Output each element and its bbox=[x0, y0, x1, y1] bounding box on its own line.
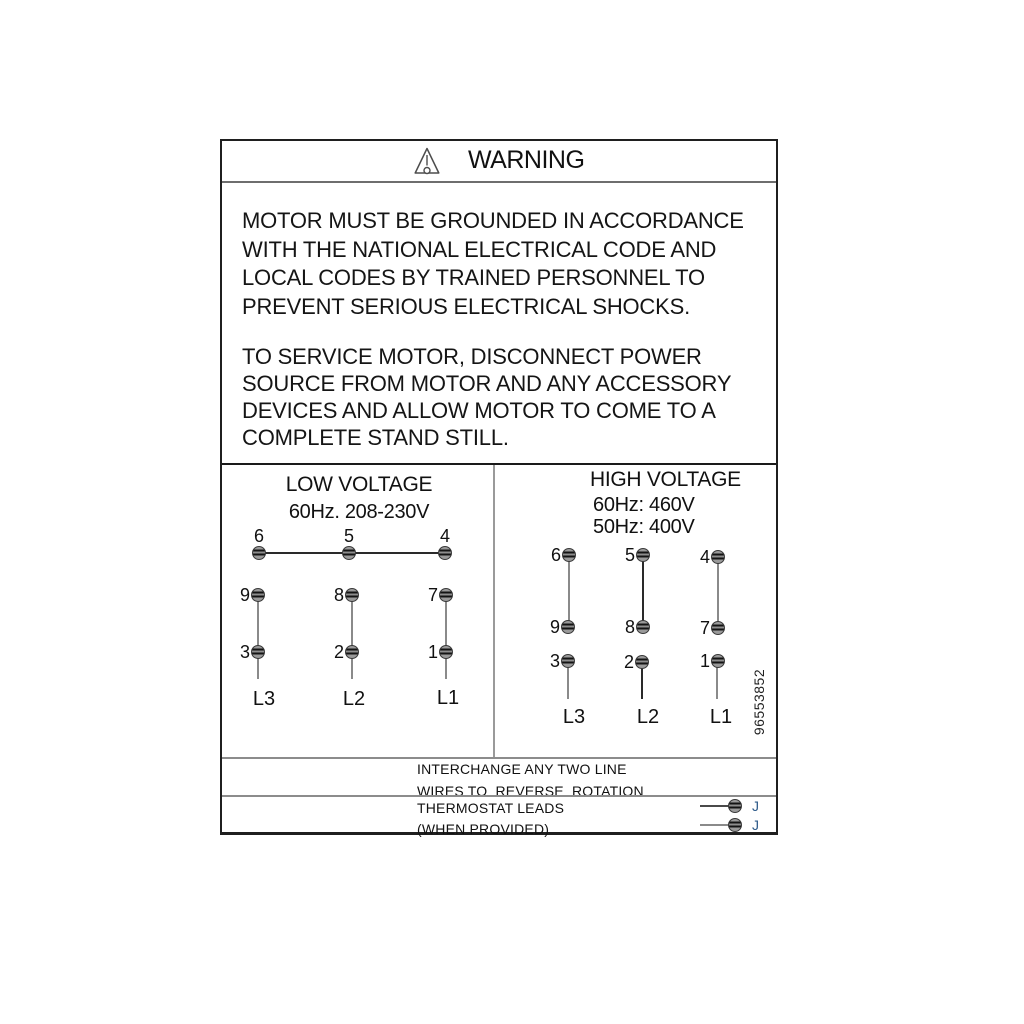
hv-wire-6-9 bbox=[568, 555, 570, 627]
hv-terminal-4 bbox=[711, 550, 725, 564]
lv-terminal-6 bbox=[252, 546, 266, 560]
hv-terminal-label-2: 2 bbox=[623, 652, 634, 672]
hv-terminal-3 bbox=[561, 654, 575, 668]
hv-terminal-7 bbox=[711, 621, 725, 635]
hv-line-lead-l1: L1 bbox=[709, 706, 733, 728]
hv-terminal-label-8: 8 bbox=[624, 617, 635, 637]
warning-header bbox=[222, 141, 776, 183]
lv-terminal-2 bbox=[345, 645, 359, 659]
lv-terminal-7 bbox=[439, 588, 453, 602]
hv-wire-5-8 bbox=[642, 555, 644, 627]
hv-terminal-label-7: 7 bbox=[699, 618, 710, 638]
thermostat-lead-terminal-2 bbox=[728, 818, 742, 832]
service-warning-paragraph bbox=[242, 343, 731, 451]
low-voltage-subtitle: 60Hz. 208-230V bbox=[288, 501, 430, 523]
lv-line-lead-l3: L3 bbox=[252, 688, 276, 710]
lv-terminal-label-8: 8 bbox=[333, 585, 344, 605]
hv-line-lead-l2: L2 bbox=[636, 706, 660, 728]
voltage-panels-divider bbox=[493, 465, 495, 757]
hv-line-lead-l3: L3 bbox=[562, 706, 586, 728]
hv-terminal-9 bbox=[561, 620, 575, 634]
high-voltage-subtitle-50hz: 50Hz: 400V bbox=[593, 516, 695, 538]
lv-terminal-label-9: 9 bbox=[239, 585, 250, 605]
lv-terminal-label-4: 4 bbox=[439, 526, 450, 546]
part-number: 96553852 bbox=[751, 668, 767, 736]
lv-terminal-label-6: 6 bbox=[253, 526, 264, 546]
paragraph-line: SOURCE FROM MOTOR AND ANY ACCESSORY bbox=[242, 371, 732, 396]
warning-title: WARNING bbox=[468, 146, 585, 174]
hv-terminal-6 bbox=[562, 548, 576, 562]
thermostat-note-line1: THERMOSTAT LEADS bbox=[417, 800, 565, 816]
lv-terminal-label-2: 2 bbox=[333, 642, 344, 662]
grounding-warning-paragraph bbox=[242, 207, 744, 321]
lv-terminal-9 bbox=[251, 588, 265, 602]
lv-lead-wire-l3 bbox=[257, 595, 259, 679]
high-voltage-title: HIGH VOLTAGE bbox=[590, 468, 741, 491]
low-voltage-title: LOW VOLTAGE bbox=[285, 473, 433, 496]
hv-terminal-label-6: 6 bbox=[550, 545, 561, 565]
paragraph-line: PREVENT SERIOUS ELECTRICAL SHOCKS. bbox=[242, 293, 690, 319]
rotation-note-section bbox=[222, 757, 776, 797]
paragraph-line: MOTOR MUST BE GROUNDED IN ACCORDANCE bbox=[242, 208, 744, 233]
lv-terminal-4 bbox=[438, 546, 452, 560]
lv-terminal-label-5: 5 bbox=[343, 526, 354, 546]
lv-terminal-label-1: 1 bbox=[427, 642, 438, 662]
hv-terminal-1 bbox=[711, 654, 725, 668]
paragraph-line: COMPLETE STAND STILL. bbox=[242, 425, 509, 450]
hv-terminal-label-5: 5 bbox=[624, 545, 635, 565]
motor-warning-label bbox=[220, 139, 778, 835]
lv-terminal-5 bbox=[342, 546, 356, 560]
hv-wire-4-7 bbox=[717, 555, 719, 627]
lv-line-lead-l1: L1 bbox=[436, 687, 460, 709]
high-voltage-subtitle-60hz: 60Hz: 460V bbox=[593, 494, 695, 516]
lv-terminal-1 bbox=[439, 645, 453, 659]
thermostat-lead-wire-1 bbox=[700, 805, 730, 807]
rotation-note-line1: INTERCHANGE ANY TWO LINE bbox=[417, 761, 627, 777]
hv-terminal-2 bbox=[635, 655, 649, 669]
hv-terminal-8 bbox=[636, 620, 650, 634]
paragraph-line: LOCAL CODES BY TRAINED PERSONNEL TO bbox=[242, 265, 705, 290]
lv-terminal-3 bbox=[251, 645, 265, 659]
paragraph-line: DEVICES AND ALLOW MOTOR TO COME TO A bbox=[242, 398, 716, 423]
lv-terminal-8 bbox=[345, 588, 359, 602]
hv-terminal-5 bbox=[636, 548, 650, 562]
rotation-note-line2: WIRES TO REVERSE ROTATION bbox=[417, 783, 644, 799]
hv-terminal-label-4: 4 bbox=[699, 547, 710, 567]
thermostat-lead-label-1: J bbox=[752, 798, 759, 814]
hv-terminal-label-9: 9 bbox=[549, 617, 560, 637]
lv-lead-wire-l1 bbox=[445, 595, 447, 679]
lv-terminal-label-3: 3 bbox=[239, 642, 250, 662]
lv-line-lead-l2: L2 bbox=[342, 688, 366, 710]
thermostat-lead-terminal-1 bbox=[728, 799, 742, 813]
paragraph-line: TO SERVICE MOTOR, DISCONNECT POWER bbox=[242, 344, 702, 369]
lv-terminal-label-7: 7 bbox=[427, 585, 438, 605]
thermostat-note-line2: (WHEN PROVIDED) bbox=[417, 821, 550, 837]
thermostat-lead-wire-2 bbox=[700, 824, 730, 826]
thermostat-note-section bbox=[222, 795, 776, 836]
hv-terminal-label-3: 3 bbox=[549, 651, 560, 671]
paragraph-line: WITH THE NATIONAL ELECTRICAL CODE AND bbox=[242, 236, 717, 262]
lv-lead-wire-l2 bbox=[351, 595, 353, 679]
hv-terminal-label-1: 1 bbox=[699, 651, 710, 671]
thermostat-lead-label-2: J bbox=[752, 817, 759, 833]
warning-triangle-icon bbox=[412, 146, 442, 176]
